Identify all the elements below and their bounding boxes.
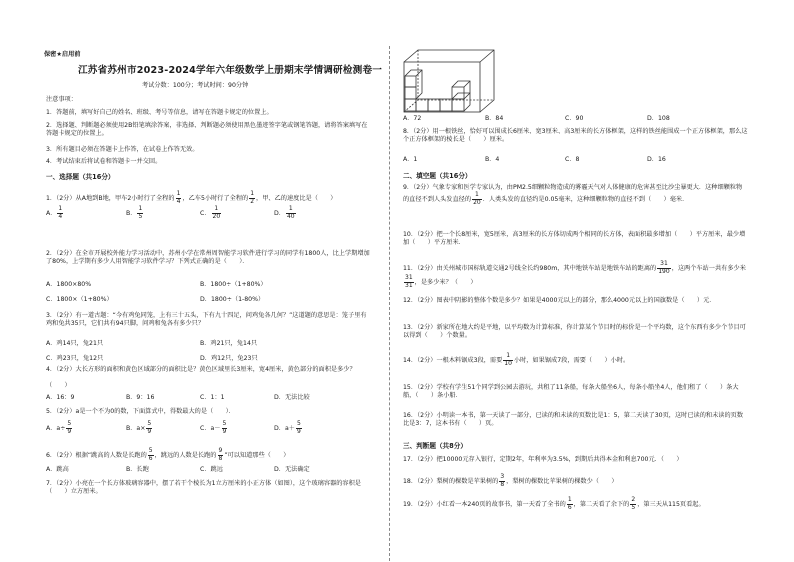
fraction-denominator: 9 [147, 427, 152, 435]
fraction-numerator: 31 [405, 274, 413, 281]
fraction [218, 448, 224, 462]
exam-info: 考试分数：100分；考试时间：90分钟 [142, 82, 249, 89]
option-label: C． [200, 210, 211, 217]
question-18-text-pre: 18．（2分）梨树的棵数是苹果树的 [403, 478, 499, 485]
question-12: 12．（2分）图表中阴影的整体个数是多少？如果是4000元以上的部分，那么4000元以上的国旗数是（ ）元． [403, 297, 716, 304]
fraction [222, 421, 228, 435]
fraction [146, 421, 152, 435]
option-d[interactable]: D．16 [647, 156, 666, 163]
option-d[interactable]: D．鸡12只，兔23只 [200, 355, 258, 362]
option-b[interactable]: B．84 [485, 115, 504, 122]
option-c[interactable]: C．跳远 [200, 466, 223, 473]
option-b[interactable] [126, 421, 153, 435]
fraction-numerator: 1 [212, 206, 222, 214]
option-a[interactable]: A．72 [403, 115, 422, 122]
question-6-text-mid: ，跳远的人数是长跑的 [154, 452, 217, 459]
fraction [176, 191, 182, 205]
question-19 [403, 497, 748, 511]
question-5: 5．（2分）a是一个不为0的数，下面算式中，得数最大的是（ ）． [46, 408, 235, 415]
fraction-denominator: 6 [148, 454, 153, 462]
option-b[interactable]: B．鸡21只，兔14只 [200, 340, 258, 347]
option-c[interactable] [200, 206, 222, 220]
option-a[interactable] [46, 206, 64, 220]
section-heading-judge: 三、判断题（共8分） [403, 442, 467, 450]
question-19-text-pre: 19．（2分）小红看一本240页的故事书，第一天看了全书的 [403, 501, 566, 508]
option-c[interactable] [200, 421, 228, 435]
option-d[interactable]: D．1800÷（1-80%） [200, 296, 265, 303]
question-6-text-post: ”可以知道那些（ ） [224, 452, 290, 459]
fraction [657, 261, 670, 275]
fraction [148, 448, 154, 462]
option-a[interactable] [46, 421, 73, 435]
fraction [57, 206, 63, 220]
question-11-text-pre: 11．（2分）由关州城市国标轨道交通2号线全长约980m，其中地铁车站是地铁车站的距离的 [403, 265, 657, 272]
option-d[interactable] [274, 421, 303, 435]
question-14 [403, 353, 748, 367]
fraction-denominator: 20 [212, 212, 221, 220]
option-b[interactable]: B．1800÷（1+80%） [200, 281, 267, 288]
question-7: 7．（2分）小亮在一个长方体玻璃容器中，摆了若干个棱长为1立方厘米的小正方体（如图），这个玻璃容器的容积是（ ）立方厘米。 [46, 480, 361, 495]
option-b[interactable] [126, 206, 144, 220]
option-d[interactable]: D．无法确定 [274, 466, 310, 473]
fraction-denominator: 40 [286, 212, 295, 220]
question-11-text-post: ，是多少米？（ ） [414, 279, 477, 286]
fraction-denominator: 9 [296, 427, 301, 435]
question-9-text-pre: 9．（2分）气象专家和医学专家认为，由PM2.5细颗粒物造成的雾霾天气对人体健康的危害甚至比沙尘暴更大．这种细颗粒物的直径不到人头发直径的 [403, 184, 743, 203]
fraction [286, 206, 296, 220]
right-column [397, 0, 794, 562]
option-label: C．a－ [200, 425, 221, 432]
fraction-denominator: 9 [67, 427, 72, 435]
cube-container-figure [402, 48, 498, 114]
question-4: 4．（2分）大长方形的面积和黄色区域部分的面积比是？黄色区域里长3厘米，宽4厘米，黄色部分的面积是多少？ [46, 366, 356, 373]
section-heading-choice: 一、选择题（共16分） [46, 173, 115, 181]
left-column [0, 0, 385, 562]
fraction-numerator: 1 [138, 205, 143, 212]
fraction-denominator: 4 [58, 212, 63, 220]
fraction-denominator: 2 [250, 197, 255, 205]
question-6 [46, 448, 289, 462]
option-d[interactable]: D．108 [647, 115, 670, 122]
fraction [249, 191, 255, 205]
option-a[interactable]: A．跳高 [46, 466, 69, 473]
option-d[interactable]: D．无法比较 [274, 394, 310, 401]
option-label: A． [46, 210, 57, 217]
option-label: A．a÷ [46, 425, 66, 432]
question-18 [403, 474, 748, 488]
fraction-numerator: 1 [176, 190, 181, 197]
fraction-numerator: 1 [503, 353, 513, 361]
fraction-denominator: 20 [473, 198, 481, 206]
question-14-text-pre: 14．（2分）一根木料锯成3段，需要 [403, 357, 503, 364]
section-heading-fill: 二、填空题（共16分） [403, 172, 472, 180]
fraction-numerator: 1 [250, 190, 255, 197]
fraction-numerator: 5 [222, 420, 227, 427]
fraction-numerator: 9 [218, 447, 223, 454]
fraction-denominator: 10 [504, 359, 512, 367]
fraction [503, 353, 513, 367]
option-label: B．a× [126, 425, 146, 432]
option-c[interactable]: C．1800×（1+80%） [46, 296, 113, 303]
question-9-text-post: ．人类头发的直径约是0.05毫米，这种细颗粒物的直径不到（ ）毫米． [482, 196, 689, 203]
fraction-numerator: 1 [58, 205, 63, 212]
option-a[interactable]: A．鸡14只，兔21只 [46, 340, 104, 347]
fraction-denominator: 6 [567, 503, 572, 511]
page-title: 江苏省苏州市2023-2024学年六年级数学上册期末学情调研检测卷一 [78, 65, 383, 76]
note-item-3: 3．所有题目必须在答题卡上作答，在试卷上作答无效。 [46, 146, 199, 153]
note-item-4: 4．考试结束后将试卷和答题卡一并交回。 [46, 158, 162, 165]
fraction-denominator: 8 [500, 480, 505, 488]
question-1-text-post: ，甲、乙的速度比是（ ） [256, 195, 337, 202]
fraction-denominator: 8 [218, 454, 223, 462]
option-label: B． [126, 210, 137, 217]
option-d[interactable] [274, 206, 297, 220]
option-c[interactable]: C．90 [565, 115, 584, 122]
fraction [630, 497, 636, 511]
option-b[interactable]: B．4 [485, 156, 500, 163]
fraction-denominator: 5 [631, 503, 636, 511]
column-divider [389, 46, 390, 561]
question-2: 2．（2分）在全市开展校外能力学习活动中，苏州小学在常州周智能学习软件进行学习的同学有1800人，比上学期增加了80%，上学期有多少人用智能学习软件学习？下列式正确的是（ ）． [46, 250, 370, 265]
question-19-text-post: ，第三天从115页看起。 [637, 501, 705, 508]
question-18-text-post: ，梨树的棵数比苹果树的棵数少（ ） [506, 478, 618, 485]
note-item-2: 2．选择题、判断题必须使用2B铅笔填涂答案，非选择、判断题必须使用黑色墨迹签字笔或钢笔答题，请将答案填写在答题卡规定的位置上。 [46, 122, 368, 137]
fraction [472, 192, 482, 206]
note-item-1: 1．答题前，填写好自己的姓名、班级、考号等信息，请写在答题卡规定的位置上。 [46, 109, 273, 116]
question-16: 16．（2分）小明读一本书，第一天读了一部分，已读的和未读的页数比是1：5，第二天读了30页，这时已读的和未读的页数比是3：7，这本书有（ ）页。 [403, 412, 744, 427]
fraction [567, 497, 573, 511]
fraction [296, 421, 302, 435]
fraction-numerator: 1 [472, 192, 482, 200]
question-4-blank: （ ） [46, 382, 71, 389]
fraction-numerator: 5 [296, 420, 301, 427]
notes-heading: 注意事项： [46, 96, 77, 103]
fraction-denominator: 4 [176, 197, 181, 205]
option-c[interactable]: C．1：1 [200, 394, 225, 401]
question-6-text-pre: 6．（2分）根据“跳高的人数是长跑的 [46, 452, 147, 459]
question-1-text-mid: ，乙车5小时行了全程的 [182, 195, 249, 202]
option-b[interactable]: B．9：16 [126, 394, 155, 401]
question-3: 3．（2分）有一道古题：“今有鸡兔同笼，上有三十五头，下有九十四足，问鸡兔各几何？”这道题的意思是：笼子里有鸡和兔共35只，它们共有94只脚，问鸡和兔各有多少只？ [46, 312, 367, 327]
option-a[interactable]: A．16：9 [46, 394, 75, 401]
confidential-label: 保密★启用前 [44, 51, 81, 58]
option-b[interactable]: B．长跑 [126, 466, 149, 473]
question-10: 10．（2分）把一个长8厘米，宽5厘米，高3厘米的长方体切成两个相同的长方体，表面积最多增加（ ）平方厘米，最少增加（ ）平方厘米． [403, 231, 746, 246]
option-a[interactable]: A．1800×80% [46, 281, 92, 288]
question-17: 17．（2分）把10000元存入银行，定期2年，年利率为3.5%，到期后共得本金和利息700元．（ ） [403, 456, 683, 463]
fraction [404, 275, 414, 289]
question-14-text-post: 小时，如果锯成7段，需要（ ）小时。 [513, 357, 630, 364]
option-a[interactable]: A．1 [403, 156, 418, 163]
fraction [212, 206, 222, 220]
fraction-denominator: 190 [658, 267, 670, 275]
question-19-text-mid: ，第二天看了余下的 [573, 501, 630, 508]
fraction-numerator: 5 [148, 447, 153, 454]
fraction-denominator: 31 [405, 281, 413, 289]
option-c[interactable]: C．8 [565, 156, 580, 163]
question-11 [403, 261, 748, 289]
fraction [499, 474, 505, 488]
question-9 [403, 184, 748, 206]
fraction-numerator: 5 [67, 420, 72, 427]
question-1-text-pre: 1．（2分）从A地到B地，甲车2小时行了全程的 [46, 195, 175, 202]
fraction-denominator: 5 [138, 212, 143, 220]
fraction-denominator: 9 [222, 427, 227, 435]
fraction-numerator: 31 [657, 261, 670, 269]
question-13: 13．（2分）新家所在地大约是平地，以平均数为计算标准，你计算某个节目时的标价是一个平均数，这个东西有多少个节目可以得到（ ）个数量。 [403, 324, 746, 339]
fraction-numerator: 5 [147, 420, 152, 427]
question-8: 8．（2分）用一根铁丝，恰好可以围成长6厘米、宽3厘米、高3厘米的长方体框架，这样的铁丝能围成一个正方体框架，那么这个正方体框架的棱长是（ ）厘米。 [403, 128, 748, 143]
fraction-numerator: 3 [500, 473, 505, 480]
fraction [137, 206, 143, 220]
option-label: D． [274, 210, 285, 217]
fraction [66, 421, 72, 435]
question-1 [46, 191, 336, 205]
fraction-numerator: 2 [631, 496, 636, 503]
fraction-numerator: 1 [567, 496, 572, 503]
option-c[interactable]: C．鸡23只，兔12只 [46, 355, 104, 362]
question-15: 15．（2分）学校有学生51个同学到公园去游玩，共租了11条船，每条大船坐6人，每条小船坐4人，他们租了（ ）条大船，（ ）条小船． [403, 384, 739, 399]
fraction-numerator: 1 [286, 206, 296, 214]
option-label: D．a＋ [274, 425, 295, 432]
question-11-text-mid: ，这两个车站一共有多少米 [671, 265, 746, 272]
